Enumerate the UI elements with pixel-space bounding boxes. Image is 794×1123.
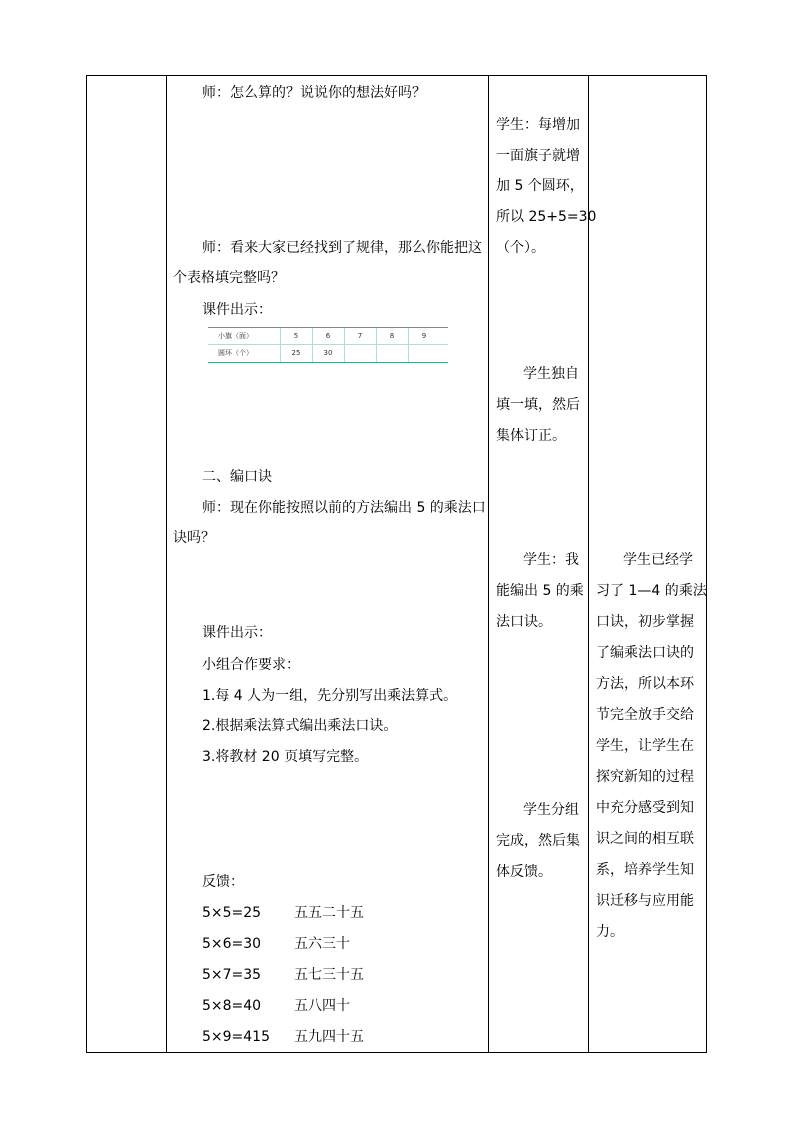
feedback-equation: 5×7=35 <box>202 967 262 983</box>
table-cell: 9 <box>421 332 427 340</box>
design-intent-line: 习了 1—4 的乘法 <box>596 583 707 599</box>
section-heading: 二、编口诀 <box>202 469 272 485</box>
table-header-flags: 小旗（面） <box>218 332 253 340</box>
table-cell: 5 <box>293 332 299 340</box>
courseware-label: 课件出示： <box>202 302 272 318</box>
design-intent-line: 中充分感受到知 <box>596 800 694 816</box>
student-line: 学生：我 <box>523 552 579 568</box>
design-intent-line: 学生已经学 <box>623 552 693 568</box>
group-requirements-title: 小组合作要求： <box>202 657 300 673</box>
student-line: 能编出 5 的乘 <box>496 583 584 599</box>
student-line: 加 5 个圆环， <box>496 178 584 194</box>
design-intent-line: 了编乘法口诀的 <box>596 645 694 661</box>
design-intent-line: 探究新知的过程 <box>596 769 694 785</box>
design-intent-line: 学生，让学生在 <box>596 738 694 754</box>
feedback-equation: 5×9=415 <box>202 1029 270 1045</box>
student-line: 学生独自 <box>523 366 579 382</box>
teacher-line: 诀吗？ <box>173 530 215 546</box>
flag-ring-table <box>208 327 448 363</box>
design-intent-line: 方法，所以本环 <box>596 676 694 692</box>
courseware-label: 课件出示： <box>202 625 272 641</box>
teacher-line: 个表格填完整吗？ <box>173 270 285 286</box>
column-divider <box>166 75 167 1053</box>
teacher-line: 师：怎么算的？说说你的想法好吗？ <box>202 85 426 101</box>
teacher-line: 师：看来大家已经找到了规律，那么你能把这 <box>202 240 482 256</box>
feedback-rhyme: 五七三十五 <box>294 967 364 983</box>
design-intent-line: 识之间的相互联 <box>596 831 694 847</box>
feedback-rhyme: 五九四十五 <box>294 1029 364 1045</box>
student-line: 体反馈。 <box>496 864 552 880</box>
table-cell: 25 <box>291 349 301 357</box>
student-line: （个）。 <box>496 240 545 256</box>
feedback-label: 反馈： <box>202 874 244 890</box>
design-intent-line: 识迁移与应用能 <box>596 893 694 909</box>
student-line: 一面旗子就增 <box>496 148 580 164</box>
student-line: 学生：每增加 <box>496 117 580 133</box>
design-intent-line: 口诀，初步掌握 <box>596 614 694 630</box>
requirement-item: 3.将教材 20 页填写完整。 <box>202 749 369 765</box>
table-cell: 8 <box>389 332 395 340</box>
student-line: 所以 25+5=30 <box>496 209 597 225</box>
feedback-equation: 5×8=40 <box>202 998 262 1014</box>
table-cell: 7 <box>357 332 363 340</box>
feedback-rhyme: 五五二十五 <box>294 905 364 921</box>
feedback-rhyme: 五六三十 <box>294 936 350 952</box>
design-intent-line: 节完全放手交给 <box>596 707 694 723</box>
table-cell: 6 <box>325 332 331 340</box>
student-line: 学生分组 <box>523 802 579 818</box>
student-line: 集体订正。 <box>496 428 566 444</box>
design-intent-line: 力。 <box>596 924 624 940</box>
requirement-item: 1.每 4 人为一组，先分别写出乘法算式。 <box>202 688 458 704</box>
student-line: 完成，然后集 <box>496 833 580 849</box>
column-divider <box>488 75 489 1053</box>
table-cell: 30 <box>323 349 333 357</box>
teacher-line: 师：现在你能按照以前的方法编出 5 的乘法口 <box>202 500 486 516</box>
student-line: 法口诀。 <box>496 614 552 630</box>
feedback-equation: 5×5=25 <box>202 905 262 921</box>
requirement-item: 2.根据乘法算式编出乘法口诀。 <box>202 718 398 734</box>
table-header-rings: 圆环（个） <box>218 349 253 357</box>
student-line: 填一填，然后 <box>496 397 580 413</box>
feedback-equation: 5×6=30 <box>202 936 262 952</box>
feedback-rhyme: 五八四十 <box>294 998 350 1014</box>
design-intent-line: 系，培养学生知 <box>596 862 694 878</box>
